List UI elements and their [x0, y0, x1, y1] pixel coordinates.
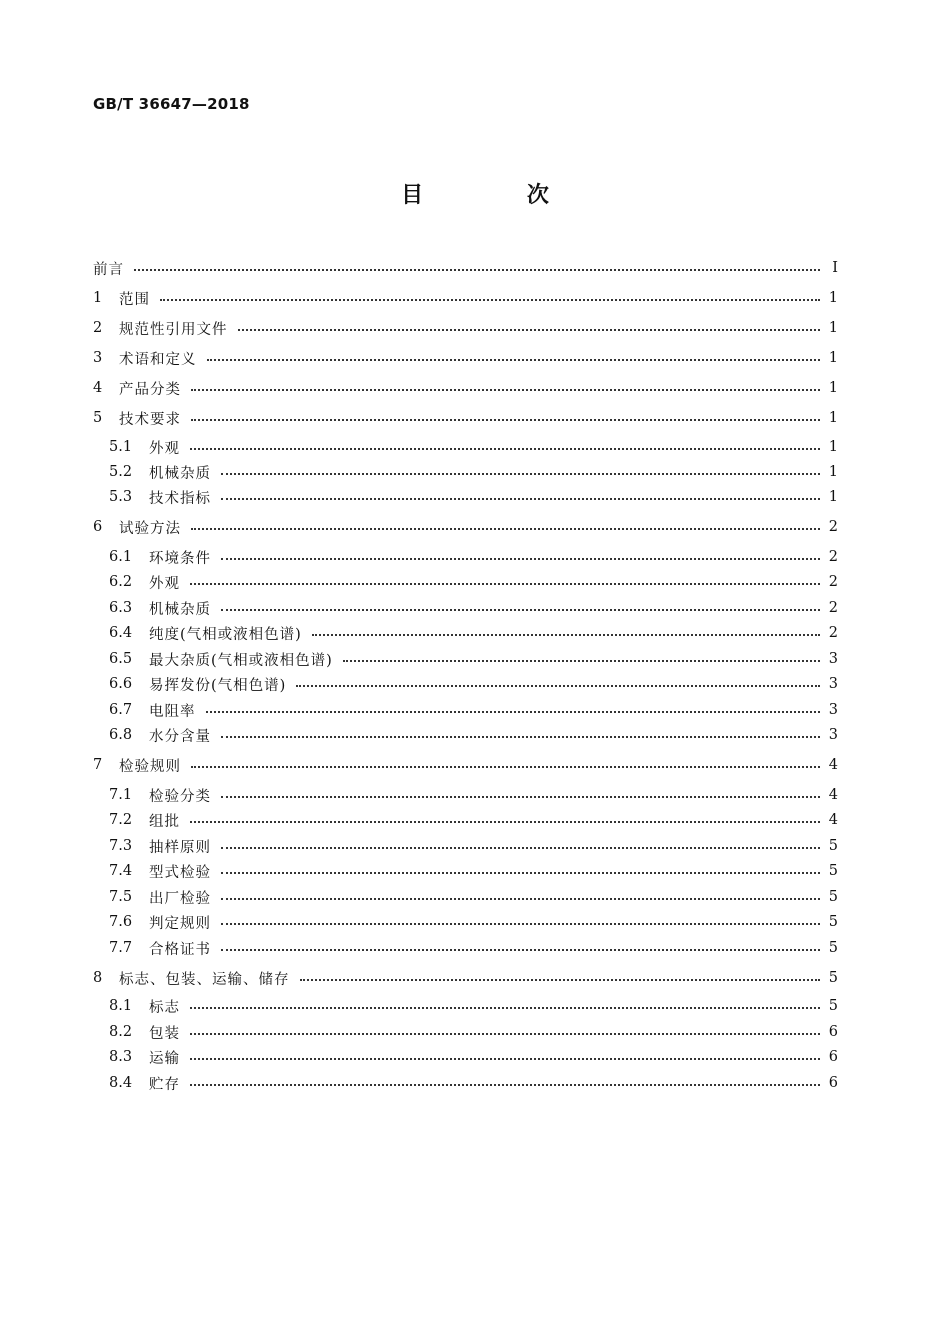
toc-entry-title: 标志: [149, 999, 180, 1016]
toc-entry-title: 水分含量: [149, 728, 211, 745]
toc-entry-number: 8.3: [109, 1049, 133, 1065]
toc-entry-title: 抽样原则: [149, 839, 211, 856]
toc-entry-title: 规范性引用文件: [119, 321, 228, 338]
toc-entry-title: 试验方法: [119, 520, 181, 537]
toc-entry-page: 4: [828, 812, 838, 828]
toc-dot-leader: [221, 736, 820, 738]
toc-dot-leader: [190, 1007, 820, 1009]
toc-entry-title: 技术指标: [149, 490, 211, 507]
toc-entry-page: 5: [828, 838, 838, 854]
toc-entry-page: 1: [828, 380, 838, 396]
toc-entry-title: 合格证书: [149, 941, 211, 958]
toc-entry[interactable]: [109, 911, 838, 933]
toc-dot-leader: [221, 609, 820, 611]
toc-entry-page: 6: [828, 1049, 838, 1065]
toc-entry[interactable]: [93, 967, 838, 989]
toc-entry-number: 6.5: [109, 651, 133, 667]
toc-dot-leader: [221, 847, 820, 849]
toc-entry-number: 6.1: [109, 549, 133, 565]
toc-entry-title: 标志、包装、运输、储存: [119, 971, 290, 988]
toc-dot-leader: [191, 528, 820, 530]
toc-entry-page: 1: [828, 410, 838, 426]
toc-entry[interactable]: [109, 1046, 838, 1068]
toc-entry-number: 8.2: [109, 1024, 133, 1040]
toc-entry[interactable]: [109, 571, 838, 593]
toc-entry-page: 5: [828, 889, 838, 905]
toc-entry-number: 8.1: [109, 998, 133, 1014]
toc-entry[interactable]: [109, 436, 838, 458]
toc-entry[interactable]: [93, 287, 838, 309]
toc-entry[interactable]: [109, 809, 838, 831]
toc-entry-page: 1: [828, 290, 838, 306]
toc-entry-title: 型式检验: [149, 864, 211, 881]
toc-dot-leader: [190, 821, 820, 823]
toc-entry-number: 7.4: [109, 863, 133, 879]
toc-entry-title: 技术要求: [119, 411, 181, 428]
toc-entry-title: 纯度(气相或液相色谱): [149, 626, 302, 643]
toc-entry-title: 电阻率: [149, 703, 196, 720]
toc-entry-number: 2: [93, 320, 103, 336]
toc-entry-number: 4: [93, 380, 103, 396]
toc-dot-leader: [221, 558, 820, 560]
toc-dot-leader: [343, 660, 820, 662]
toc-entry-page: 3: [828, 702, 838, 718]
toc-entry-number: 7.1: [109, 787, 133, 803]
toc-entry-page: 1: [828, 439, 838, 455]
toc-dot-leader: [190, 583, 820, 585]
toc-entry[interactable]: [109, 784, 838, 806]
toc-entry-page: 2: [828, 600, 838, 616]
toc-entry[interactable]: [109, 699, 838, 721]
toc-dot-leader: [191, 766, 820, 768]
toc-entry-number: 7.2: [109, 812, 133, 828]
toc-entry[interactable]: [109, 673, 838, 695]
toc-dot-leader: [221, 796, 820, 798]
toc-entry-page: 6: [828, 1024, 838, 1040]
toc-entry-title: 外观: [149, 575, 180, 592]
toc-dot-leader: [190, 1058, 820, 1060]
toc-entry-page: 1: [828, 464, 838, 480]
toc-entry-page: 2: [828, 574, 838, 590]
toc-entry-number: 7.6: [109, 914, 133, 930]
toc-entry-title: 检验规则: [119, 758, 181, 775]
toc-entry-page: 3: [828, 676, 838, 692]
toc-entry-page: Ⅰ: [832, 260, 838, 276]
toc-entry-title: 判定规则: [149, 915, 211, 932]
toc-entry-page: 5: [828, 970, 838, 986]
toc-entry-page: 2: [828, 519, 838, 535]
toc-entry-number: 1: [93, 290, 103, 306]
toc-entry-number: 7: [93, 757, 103, 773]
toc-dot-leader: [221, 898, 820, 900]
toc-dot-leader: [206, 711, 821, 713]
page-title: 目 次: [401, 183, 597, 208]
toc-entry-number: 6.4: [109, 625, 133, 641]
toc-entry-title: 机械杂质: [149, 465, 211, 482]
toc-entry-title: 最大杂质(气相或液相色谱): [149, 652, 333, 669]
standard-code: GB/T 36647—2018: [93, 95, 250, 113]
toc-entry-title: 外观: [149, 440, 180, 457]
toc-entry-title: 包装: [149, 1025, 180, 1042]
toc-entry-page: 1: [828, 320, 838, 336]
toc-entry-title: 出厂检验: [149, 890, 211, 907]
toc-entry[interactable]: [109, 835, 838, 857]
toc-entry[interactable]: [109, 886, 838, 908]
toc-entry-number: 5.2: [109, 464, 133, 480]
toc-entry-number: 5.3: [109, 489, 133, 505]
toc-entry-title: 机械杂质: [149, 601, 211, 618]
toc-entry[interactable]: [109, 1072, 838, 1094]
toc-dot-leader: [190, 1084, 820, 1086]
toc-entry[interactable]: [93, 347, 838, 369]
toc-entry[interactable]: [93, 754, 838, 776]
toc-entry-page: 3: [828, 727, 838, 743]
toc-entry-page: 2: [828, 549, 838, 565]
toc-entry-page: 5: [828, 940, 838, 956]
toc-entry[interactable]: [93, 377, 838, 399]
toc-dot-leader: [300, 979, 821, 981]
toc-entry-page: 5: [828, 863, 838, 879]
toc-dot-leader: [190, 448, 820, 450]
toc-dot-leader: [221, 923, 820, 925]
toc-entry-number: 7.3: [109, 838, 133, 854]
toc-entry-page: 2: [828, 625, 838, 641]
toc-entry-title: 贮存: [149, 1076, 180, 1093]
toc-dot-leader: [221, 498, 820, 500]
toc-entry[interactable]: [93, 516, 838, 538]
toc-entry-title: 范围: [119, 291, 150, 308]
toc-dot-leader: [312, 634, 820, 636]
toc-entry[interactable]: [109, 546, 838, 568]
toc-entry-title: 前言: [93, 261, 124, 278]
toc-dot-leader: [190, 1033, 820, 1035]
toc-entry[interactable]: [93, 407, 838, 429]
toc-entry-page: 4: [828, 787, 838, 803]
toc-dot-leader: [191, 389, 820, 391]
toc-entry[interactable]: [93, 257, 838, 279]
toc-entry-page: 5: [828, 998, 838, 1014]
toc-entry-number: 6: [93, 519, 103, 535]
toc-entry-number: 7.5: [109, 889, 133, 905]
toc-entry-number: 5.1: [109, 439, 133, 455]
toc-dot-leader: [221, 473, 820, 475]
toc-entry-page: 6: [828, 1075, 838, 1091]
toc-entry[interactable]: [109, 486, 838, 508]
toc-entry-number: 6.8: [109, 727, 133, 743]
toc-entry-number: 6.3: [109, 600, 133, 616]
toc-entry-title: 术语和定义: [119, 351, 197, 368]
toc-entry[interactable]: [109, 461, 838, 483]
toc-entry-number: 6.2: [109, 574, 133, 590]
toc-entry[interactable]: [109, 937, 838, 959]
toc-entry-number: 6.7: [109, 702, 133, 718]
toc-entry-title: 环境条件: [149, 550, 211, 567]
toc-entry[interactable]: [109, 860, 838, 882]
toc-entry-page: 1: [828, 350, 838, 366]
toc-entry-number: 8: [93, 970, 103, 986]
toc-entry-title: 运输: [149, 1050, 180, 1067]
toc-entry[interactable]: [109, 622, 838, 644]
toc-dot-leader: [207, 359, 821, 361]
toc-entry-number: 8.4: [109, 1075, 133, 1091]
toc-entry[interactable]: [109, 724, 838, 746]
toc-entry-number: 5: [93, 410, 103, 426]
toc-dot-leader: [134, 269, 820, 271]
toc-entry[interactable]: [109, 648, 838, 670]
toc-entry-page: 5: [828, 914, 838, 930]
toc-entry-page: 3: [828, 651, 838, 667]
toc-entry-title: 产品分类: [119, 381, 181, 398]
toc-entry[interactable]: [109, 995, 838, 1017]
toc-entry-title: 组批: [149, 813, 180, 830]
toc-dot-leader: [191, 419, 820, 421]
toc-entry-number: 7.7: [109, 940, 133, 956]
toc-entry-page: 4: [828, 757, 838, 773]
toc-dot-leader: [296, 685, 820, 687]
toc-entry-title: 检验分类: [149, 788, 211, 805]
toc-entry-number: 3: [93, 350, 103, 366]
toc-entry-number: 6.6: [109, 676, 133, 692]
toc-dot-leader: [221, 949, 820, 951]
toc-entry[interactable]: [93, 317, 838, 339]
toc-dot-leader: [160, 299, 820, 301]
toc-entry-page: 1: [828, 489, 838, 505]
toc-entry[interactable]: [109, 1021, 838, 1043]
toc-entry-title: 易挥发份(气相色谱): [149, 677, 287, 694]
toc-entry[interactable]: [109, 597, 838, 619]
toc-dot-leader: [238, 329, 821, 331]
toc-dot-leader: [221, 872, 820, 874]
